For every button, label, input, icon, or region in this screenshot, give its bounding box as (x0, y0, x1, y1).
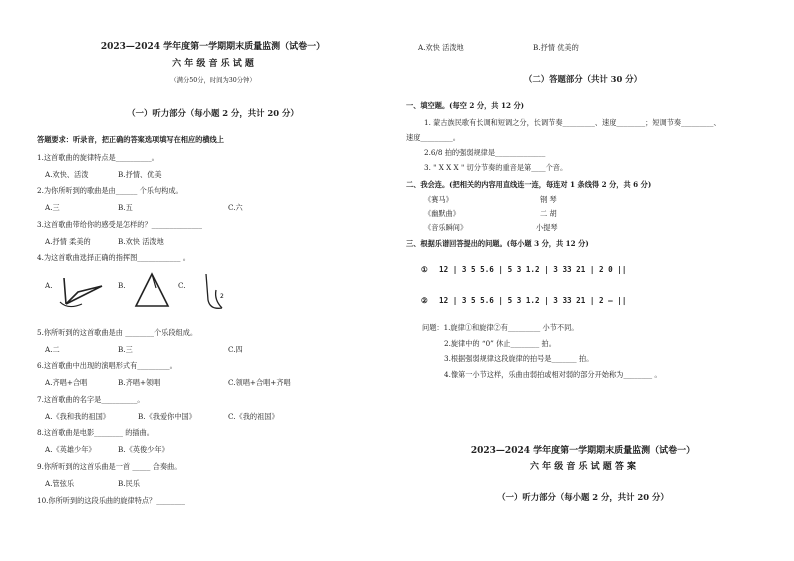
svg-text:2: 2 (220, 293, 224, 300)
q5-option-a: A.二 (45, 345, 60, 354)
q5-option-b: B.三 (118, 345, 133, 354)
question-8: 8.这首歌曲是电影________ 的插曲。 (37, 428, 154, 437)
exam-subtitle: 六 年 级 音 乐 试 题 (172, 59, 254, 69)
exam-title: 2023—2024 学年度第一学期期末质量监测（试卷一） (100, 42, 326, 52)
match-instrument-3: 小提琴 (536, 223, 558, 232)
melody-1-notation: 12 | 3 5 5.6 | 5 3 1.2 | 3 33 21 | 2 0 || (439, 265, 627, 274)
question-5: 5.你所听到的这首歌曲是由 ________个乐段组成。 (37, 328, 198, 337)
score-question-4: 4.像第一小节这样，乐曲由弱拍或相对弱的部分开始称为________ 。 (444, 370, 662, 379)
question-4: 4.为这首歌曲选择正确的指挥图____________ 。 (37, 253, 190, 262)
match-song-3: 《音乐瞬间》 (424, 223, 468, 232)
fill-heading: 一、填空题。(每空 2 分，共 12 分) (406, 101, 525, 110)
melody-2-notation: 12 | 3 5 5.6 | 5 3 1.2 | 3 33 21 | 2 — || (439, 296, 627, 305)
match-heading: 二、我会连。(把相关的内容用直线连一连，每连对 1 条线得 2 分，共 6 分) (406, 180, 652, 189)
score-question-1: 问题：1.旋律①和旋律②有_________ 小节不同。 (422, 323, 579, 332)
q7-option-b: B.《我爱你中国》 (138, 412, 196, 421)
q9-option-a: A.管弦乐 (45, 479, 75, 488)
q3-option-b: B.欢快 活泼地 (118, 237, 164, 246)
section-listening: （一）听力部分（每小题 2 分，共计 20 分） (127, 108, 299, 118)
answer-subtitle: 六 年 级 音 乐 试 题 答 案 (529, 462, 637, 472)
instruction: 答题要求：听录音，把正确的答案选项填写在相应的横线上 (37, 135, 224, 144)
fill-question-2: 2.6/8 拍的强弱规律是______________ (424, 148, 546, 157)
q8-option-b: B.《英俊少年》 (118, 445, 169, 454)
q3-option-a: A.抒情 柔美的 (45, 237, 91, 246)
fill-question-1: 1. 蒙古族民歌有长调和短调之分，长调节奏_________、速度________；短调节奏_________、 (424, 118, 721, 127)
answer-section-listening: （一）听力部分（每小题 2 分，共计 20 分） (497, 492, 669, 502)
q4-option-c: C. (178, 281, 186, 290)
q1-option-b: B.抒情、优美 (118, 170, 162, 179)
q4-option-a: A. (45, 281, 53, 290)
match-song-2: 《幽默曲》 (424, 209, 460, 218)
match-instrument-2: 二 胡 (540, 209, 557, 218)
top-option-a: A.欢快 活泼地 (418, 43, 464, 52)
score-question-2: 2.旋律中的 “0” 休止________ 拍。 (444, 339, 556, 348)
conducting-pattern-b-icon (130, 270, 174, 314)
exam-note: （满分50分，时间为30分钟） (170, 77, 256, 84)
question-10: 10.你所听到的这段乐曲的旋律特点？________ (37, 496, 185, 505)
conducting-pattern-a-icon (58, 272, 110, 314)
fill-question-1b: 速度_________。 (406, 133, 460, 142)
q8-option-a: A.《英雄少年》 (45, 445, 96, 454)
match-instrument-1: 钢 琴 (540, 195, 557, 204)
question-2: 2.为你所听到的歌曲是由______ 个乐句构成。 (37, 186, 183, 195)
q5-option-c: C.四 (228, 345, 243, 354)
score-question-3: 3.根据强弱规律这段旋律的拍号是_______ 拍。 (444, 354, 594, 363)
fill-question-3: 3. " X X X " 切分节奏的重音是第____个音。 (424, 163, 568, 172)
q7-option-a: A.《我和我的祖国》 (45, 412, 110, 421)
q9-option-b: B.民乐 (118, 479, 140, 488)
q2-option-a: A.三 (45, 203, 60, 212)
answer-title: 2023—2024 学年度第一学期期末质量监测（试卷一） (470, 446, 696, 456)
q2-option-b: B.五 (118, 203, 133, 212)
question-6: 6.这首歌曲中出现的演唱形式有_________。 (37, 361, 177, 370)
melody-1-mark: ① (421, 265, 428, 274)
q2-option-c: C.六 (228, 203, 243, 212)
q7-option-c: C.《我的祖国》 (228, 412, 279, 421)
question-1: 1.这首歌曲的旋律特点是__________。 (37, 153, 159, 162)
q6-option-b: B.齐唱+领唱 (118, 378, 161, 387)
q6-option-c: C.领唱+合唱+齐唱 (228, 378, 291, 387)
melody-2-mark: ② (421, 296, 428, 305)
q4-option-b: B. (118, 281, 126, 290)
conducting-pattern-c-icon (200, 270, 230, 316)
question-7: 7.这首歌曲的名字是__________。 (37, 395, 145, 404)
question-3: 3.这首歌曲带给你的感受是怎样的？______________ (37, 220, 202, 229)
top-option-b: B.抒情 优美的 (533, 43, 579, 52)
question-9: 9.你所听到的这首乐曲是一首 _____ 合奏曲。 (37, 462, 182, 471)
match-song-1: 《赛马》 (424, 195, 453, 204)
q6-option-a: A.齐唱+合唱 (45, 378, 88, 387)
q1-option-a: A.欢快、活泼 (45, 170, 89, 179)
score-heading: 三、根据乐谱回答提出的问题。(每小题 3 分，共 12 分) (406, 239, 589, 248)
section-answer: （二）答题部分（共计 30 分） (524, 74, 642, 84)
